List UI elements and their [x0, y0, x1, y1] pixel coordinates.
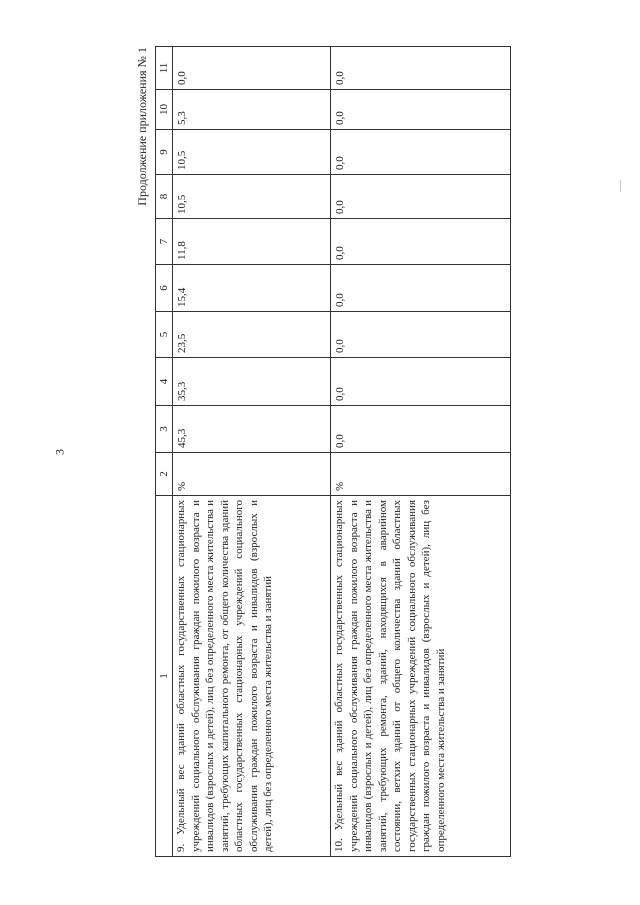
value-cell: 5,3: [173, 90, 331, 130]
value-cell: 45,3: [173, 406, 331, 453]
value-cell: 35,3: [173, 358, 331, 406]
unit-cell: %: [173, 453, 331, 496]
value-cell: 0,0: [331, 130, 511, 175]
indicator-description: 10. Удельный вес зданий областных государственных стационарных учреждений социального обслуживания граждан пожилого возраста и инвалидов (взрослых и детей), лиц без определенного места жительства и занятий, требующих ремонта, зданий, находящихся в аварийном состоянии, ветхих зданий от общего количества зданий областных государственных стационарных учреждений социального обслуживания граждан пожилого возраста и инвалидов (взрослых и детей), лиц без определенного места жительства и занятий: [331, 496, 511, 857]
value-cell: 10,5: [173, 175, 331, 219]
column-header: 6: [156, 265, 173, 312]
column-header: 3: [156, 406, 173, 453]
column-header: 9: [156, 130, 173, 175]
value-cell: 15,4: [173, 265, 331, 312]
column-header: 1: [156, 496, 173, 857]
table-row: [173, 47, 331, 857]
table-header-row: [156, 47, 173, 857]
column-header: 8: [156, 175, 173, 219]
value-cell: 0,0: [331, 90, 511, 130]
page-number: 3: [52, 449, 67, 455]
unit-cell: %: [331, 453, 511, 496]
column-header: 4: [156, 358, 173, 406]
value-cell: 0,0: [331, 312, 511, 358]
indicators-table: [155, 46, 511, 857]
column-header: 10: [156, 90, 173, 130]
value-cell: 0,0: [331, 406, 511, 453]
column-header: 7: [156, 219, 173, 265]
scan-artifact: [620, 180, 621, 192]
value-cell: 23,5: [173, 312, 331, 358]
indicator-description: 9. Удельный вес зданий областных государственных стационарных учреждений социального обслуживания граждан пожилого возраста и инвалидов (взрослых и детей), лиц без определенного места жительства и занятий, требующих капитального ремонта, от общего количества зданий областных государственных стационарных учреждений социального обслуживания граждан пожилого возраста и инвалидов (взрослых и детей), лиц без определенного места жительства и занятий: [173, 496, 331, 857]
column-header: 5: [156, 312, 173, 358]
value-cell: 0,0: [331, 47, 511, 90]
value-cell: 10,5: [173, 130, 331, 175]
column-header: 2: [156, 453, 173, 496]
value-cell: 0,0: [331, 175, 511, 219]
value-cell: 0,0: [331, 265, 511, 312]
value-cell: 0,0: [331, 219, 511, 265]
value-cell: 11,8: [173, 219, 331, 265]
continuation-label: Продолжение приложения № 1: [135, 47, 149, 206]
value-cell: 0,0: [173, 47, 331, 90]
value-cell: 0,0: [331, 358, 511, 406]
rotated-page-content: [130, 47, 510, 857]
table-row: [331, 47, 511, 857]
column-header: 11: [156, 47, 173, 90]
